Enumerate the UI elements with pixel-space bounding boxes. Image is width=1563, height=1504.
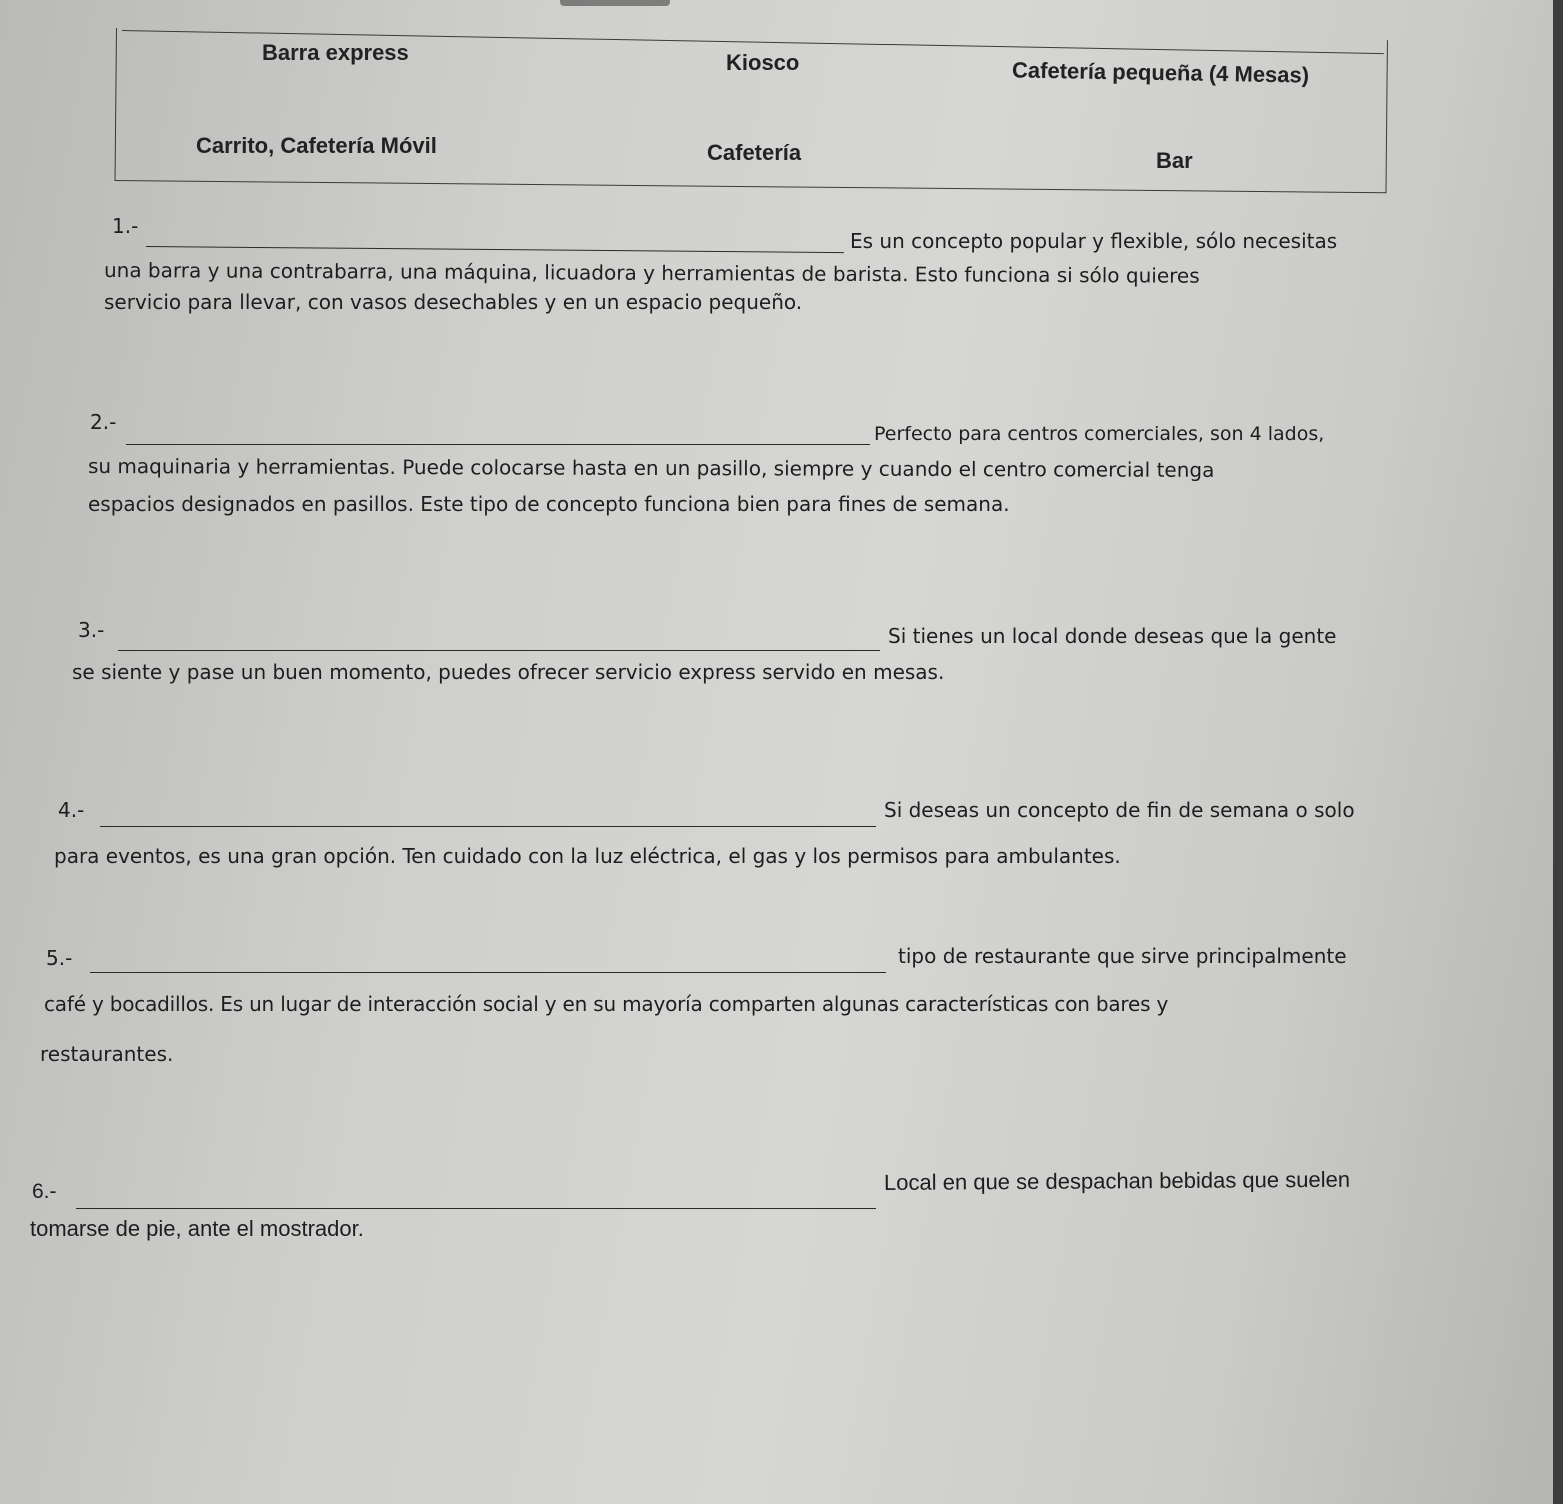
question-1-line-1: una barra y una contrabarra, una máquina, licuadora y herramientas de barista. Esto funciona si sólo quieres xyxy=(103,258,1200,288)
question-1-number: 1.- xyxy=(112,214,139,238)
answer-blank-2[interactable] xyxy=(126,426,870,445)
question-3-clue-start: Si tienes un local donde deseas que la gente xyxy=(888,624,1337,648)
question-5-clue-start: tipo de restaurante que sirve principalmente xyxy=(898,944,1347,968)
question-2-number: 2.- xyxy=(90,410,117,434)
question-6-clue-start: Local en que se despachan bebidas que suelen xyxy=(883,1166,1351,1195)
answer-blank-1[interactable] xyxy=(146,228,844,253)
question-2-line-2: espacios designados en pasillos. Este tipo de concepto funciona bien para fines de semana. xyxy=(88,492,1010,516)
option-carrito-cafeteria-movil: Carrito, Cafetería Móvil xyxy=(196,133,437,158)
question-1-line-2: servicio para llevar, con vasos desechables y en un espacio pequeño. xyxy=(104,290,803,314)
top-margin-fragment xyxy=(560,0,670,6)
option-bar: Bar xyxy=(1156,148,1193,173)
question-6-line-1: tomarse de pie, ante el mostrador. xyxy=(30,1216,364,1241)
question-2-clue-start: Perfecto para centros comerciales, son 4 lados, xyxy=(874,423,1325,445)
option-cafeteria: Cafetería xyxy=(707,140,802,165)
option-barra-express: Barra express xyxy=(262,40,409,65)
question-6-number: 6.- xyxy=(32,1180,57,1203)
question-1-clue-start: Es un concepto popular y flexible, sólo necesitas xyxy=(850,229,1338,253)
answer-blank-3[interactable] xyxy=(118,632,880,651)
answer-blank-4[interactable] xyxy=(100,808,876,827)
question-4-number: 4.- xyxy=(58,798,85,822)
question-5-line-2: restaurantes. xyxy=(40,1042,174,1066)
option-cafeteria-pequena: Cafetería pequeña (4 Mesas) xyxy=(1011,57,1310,88)
question-5-line-1: café y bocadillos. Es un lugar de interacción social y en su mayoría comparten algunas características con bares y xyxy=(44,992,1169,1016)
question-5-number: 5.- xyxy=(46,946,73,970)
answer-blank-5[interactable] xyxy=(90,954,886,973)
page-edge-shadow xyxy=(1553,0,1563,1504)
question-3-number: 3.- xyxy=(78,618,105,642)
question-3-line-1: se siente y pase un buen momento, puedes ofrecer servicio express servido en mesas. xyxy=(72,660,945,684)
question-4-line-1: para eventos, es una gran opción. Ten cuidado con la luz eléctrica, el gas y los permisos para ambulantes. xyxy=(54,844,1121,868)
option-kiosco: Kiosco xyxy=(726,50,800,75)
question-4-clue-start: Si deseas un concepto de fin de semana o solo xyxy=(884,798,1355,822)
question-2-line-1: su maquinaria y herramientas. Puede colocarse hasta en un pasillo, siempre y cuando el centro comercial tenga xyxy=(87,454,1215,482)
answer-blank-6[interactable] xyxy=(76,1190,876,1209)
